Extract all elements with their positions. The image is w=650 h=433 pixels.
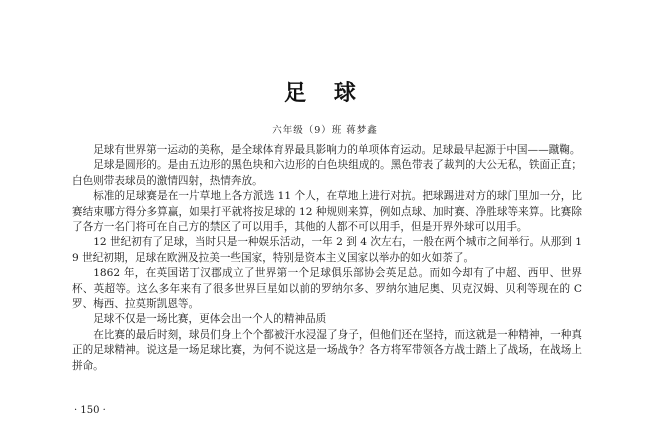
paragraph-clubs: 1862 年，在英国诺丁汉郡成立了世界第一个足球俱乐部协会英足总。而如今却有了中超、西甲、世界杯、英超等。这么多年来有了很多世界巨星如以前的罗纳尔多、罗纳尔迪尼奥、贝克汉姆、贝利等现在的 C 罗、梅西、拉莫斯凯恩等。 — [72, 267, 582, 311]
paragraph-spirit-heading: 足球不仅是一场比赛，更体会出一个人的精神品质 — [93, 313, 327, 326]
article-body — [72, 143, 582, 374]
page-number: · 150 · — [74, 405, 106, 416]
paragraph-rules: 标准的足球赛是在一片草地上各方派选 11 个人，在草地上进行对抗。把球踢进对方的球门里加一分，比赛结束哪方得分多算赢，如果打平就将按足球的 12 种规则来算，例如点球、加时赛、净胜球等来算。比赛除了各方一名门将可在自己方的禁区了可以用手，其他的人都不可以用手，但是开界外球可以用手。 — [72, 190, 582, 234]
author-byline: 六年级（9）班 蒋梦鑫 — [272, 125, 378, 136]
paragraph-spirit: 在比赛的最后时刻，球员们身上个个都被汗水浸湿了身子，但他们还在坚持，而这就是一种精神，一种真正的足球精神。说这是一场足球比赛，为何不说这是一场战争？各方将军带领各方战士踏上了战场，在战场上拼命。 — [72, 328, 582, 372]
paragraph-intro: 足球有世界第一运动的美称，是全球体育界最具影响力的单项体育运动。足球最早起源于中国——蹴鞠。 — [93, 144, 581, 156]
page-title: 足 球 — [284, 81, 366, 106]
paragraph-ball-description: 足球是圆形的。是由五边形的黑色块和六边形的白色块组成的。黑色带表了裁判的大公无私，铁面正直；白色则带表球员的激情四射，热情奔放。 — [72, 159, 582, 187]
paragraph-history: 12 世纪初有了足球，当时只是一种娱乐活动，一年 2 到 4 次左右，一般在两个城市之间举行。从那到 19 世纪初期，足球在欧洲及拉美一些国家，特别是资本主义国家以举办的如火如荼了。 — [72, 236, 582, 264]
